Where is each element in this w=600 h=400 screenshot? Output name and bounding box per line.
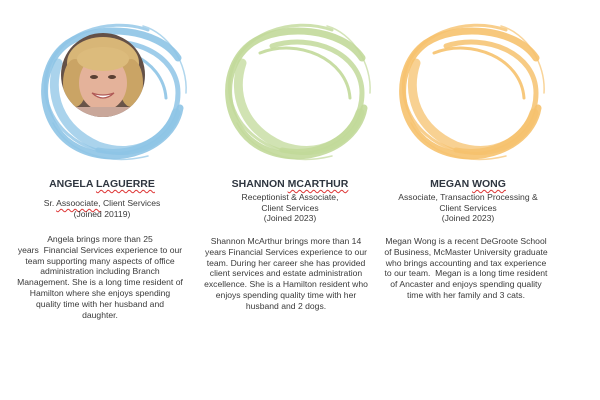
joined-date: (Joined 2023) xyxy=(263,213,317,223)
member-name: MEGAN WONG xyxy=(430,178,506,190)
team-member-card-angela xyxy=(14,0,214,400)
member-role: Receptionist & Associate, Client Services (Joined 2023) xyxy=(190,192,390,224)
member-name: SHANNON MCARTHUR xyxy=(231,178,349,190)
orange-swirl-circle-graphic xyxy=(386,18,556,168)
member-bio: Angela brings more than 25 years Financial Services experience to our team supporting many aspects of office administration including Branch Management. She is a long time resident of Hamilton where she enjoys spending quality time with her husband and daughter. xyxy=(17,234,183,320)
joined-date: (Joined 2023) xyxy=(441,213,495,223)
member-bio: Shannon McArthur brings more than 14 years Financial Services experience to our team. During her career she has provided client services and estate administration excellence. She is a Hamilton resident who enjoys spending quality time with her husband and 2 dogs. xyxy=(204,236,368,311)
joined-date: (Joined 20119) xyxy=(73,208,131,219)
green-swirl-circle-graphic xyxy=(212,18,382,168)
member-name: ANGELA LAGUERRE xyxy=(49,178,155,190)
member-role: Associate, Transaction Processing & Client Services (Joined 2023) xyxy=(368,192,568,224)
team-member-card-megan xyxy=(374,0,574,400)
team-member-card-shannon xyxy=(190,0,390,400)
member-role: Sr. Assoociate, Client Services (Joined 20119) xyxy=(2,198,202,219)
member-bio: Megan Wong is a recent DeGroote School of Business, McMaster University graduate who brings accounting and tax experience to our team. Megan is a long time resident of Ancaster and enjoys spending quality time with her family and 3 cats. xyxy=(384,236,548,300)
profile-photo-angela xyxy=(61,33,145,117)
